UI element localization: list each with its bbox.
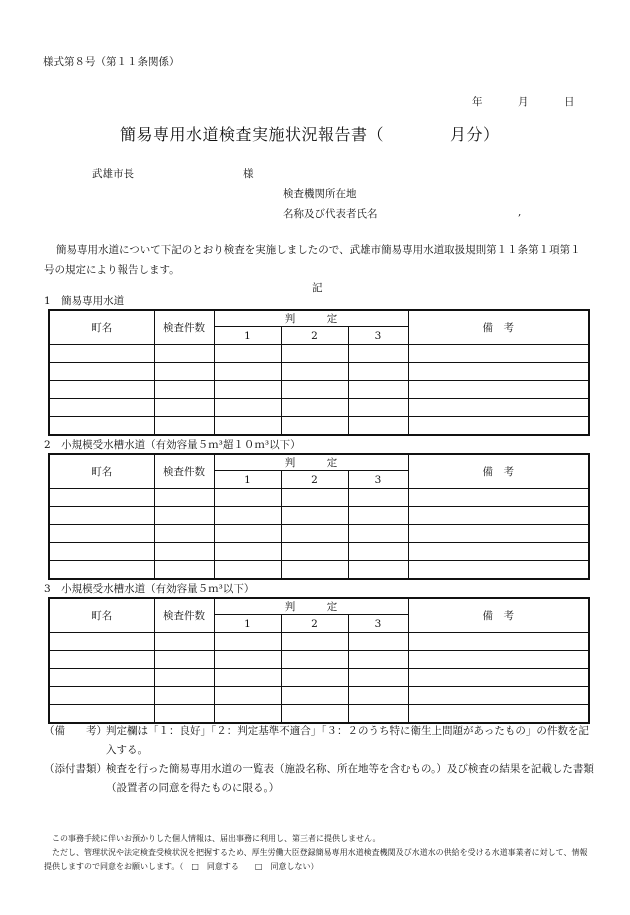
table-row [49, 489, 589, 507]
table-cell[interactable] [214, 669, 281, 687]
note-key: （備 考） [44, 725, 107, 737]
table-cell[interactable] [348, 561, 408, 580]
header-town: 町名 [49, 310, 154, 345]
header-judgment-2: 2 [281, 327, 348, 345]
table-cell[interactable] [214, 543, 281, 561]
table-cell[interactable] [281, 651, 348, 669]
table-cell[interactable] [348, 633, 408, 651]
table-cell[interactable] [154, 417, 214, 436]
table-cell[interactable] [348, 489, 408, 507]
header-judgment-2: 2 [281, 471, 348, 489]
header-judgment-2: 2 [281, 615, 348, 633]
table-row [49, 543, 589, 561]
table-cell[interactable] [281, 417, 348, 436]
header-judgment: 判 定 [214, 310, 408, 327]
table-cell[interactable] [348, 525, 408, 543]
table-cell[interactable] [49, 507, 154, 525]
table-cell[interactable] [49, 345, 154, 363]
table-cell[interactable] [348, 507, 408, 525]
table-cell[interactable] [408, 633, 589, 651]
name-comma: , [518, 206, 522, 218]
date-month-label: 月 [518, 96, 529, 108]
table-cell[interactable] [214, 525, 281, 543]
header-judgment: 判 定 [214, 598, 408, 615]
table-cell[interactable] [408, 489, 589, 507]
table-cell[interactable] [408, 381, 589, 399]
table-cell[interactable] [154, 687, 214, 705]
table-cell[interactable] [214, 381, 281, 399]
table-cell[interactable] [408, 651, 589, 669]
table-cell[interactable] [214, 507, 281, 525]
table-row [49, 417, 589, 436]
table-cell[interactable] [49, 633, 154, 651]
date-fields [472, 94, 582, 109]
table-cell[interactable] [154, 669, 214, 687]
table-cell[interactable] [348, 669, 408, 687]
table-cell[interactable] [214, 561, 281, 580]
table-cell[interactable] [348, 417, 408, 436]
header-remarks: 備 考 [408, 598, 589, 633]
table-row [49, 687, 589, 705]
table-cell[interactable] [214, 633, 281, 651]
agency-name-label: 名称及び代表者氏名 [283, 208, 378, 220]
table-cell[interactable] [281, 381, 348, 399]
table-cell[interactable] [348, 399, 408, 417]
table-cell[interactable] [281, 525, 348, 543]
table-cell[interactable] [214, 363, 281, 381]
table-cell[interactable] [348, 363, 408, 381]
table-cell[interactable] [154, 561, 214, 580]
table-cell[interactable] [281, 399, 348, 417]
table-row [49, 669, 589, 687]
table-row [49, 381, 589, 399]
table-cell[interactable] [154, 489, 214, 507]
table-cell[interactable] [348, 381, 408, 399]
table-cell[interactable] [348, 651, 408, 669]
table-cell[interactable] [281, 507, 348, 525]
header-judgment-1: 1 [214, 471, 281, 489]
header-count: 検査件数 [154, 310, 214, 345]
header-judgment-1: 1 [214, 327, 281, 345]
header-remarks: 備 考 [408, 454, 589, 489]
header-judgment-1: 1 [214, 615, 281, 633]
privacy-line-2: ただし、管理状況や法定検査受検状況を把握するため、厚生労働大臣登録簡易専用水道検査機関及び水道水の供給を受ける水道事業者に対して、情報提供しますので同意をお願いします。（ □ 同意する □ 同意しない） [44, 848, 588, 871]
table-cell[interactable] [49, 669, 154, 687]
table-cell[interactable] [408, 687, 589, 705]
table-cell[interactable] [214, 399, 281, 417]
honorific: 様 [243, 168, 254, 180]
table-cell[interactable] [281, 363, 348, 381]
inspection-agency-address-label: 検査機関所在地 [283, 188, 357, 200]
table-cell[interactable] [154, 399, 214, 417]
header-judgment: 判 定 [214, 454, 408, 471]
table-cell[interactable] [348, 705, 408, 724]
section-1-table [48, 309, 590, 436]
table-row [49, 633, 589, 651]
table-cell[interactable] [49, 489, 154, 507]
addressee: 武雄市長 [92, 168, 134, 180]
table-cell[interactable] [408, 561, 589, 580]
header-remarks: 備 考 [408, 310, 589, 345]
table-cell[interactable] [49, 651, 154, 669]
table-row [49, 561, 589, 580]
table-row [49, 345, 589, 363]
table-cell[interactable] [49, 705, 154, 724]
table-cell[interactable] [281, 489, 348, 507]
table-cell[interactable] [408, 399, 589, 417]
note-key: （添付書類） [44, 763, 107, 775]
table-row [49, 705, 589, 724]
table-cell[interactable] [154, 507, 214, 525]
table-cell[interactable] [408, 417, 589, 436]
header-town: 町名 [49, 598, 154, 633]
table-cell[interactable] [154, 705, 214, 724]
table-cell[interactable] [408, 507, 589, 525]
table-cell[interactable] [214, 687, 281, 705]
table-cell[interactable] [49, 399, 154, 417]
document-title: 簡易専用水道検査実施状況報告書（ 月分） [120, 125, 500, 144]
intro-paragraph: 簡易専用水道について下記のとおり検査を実施しましたので、武雄市簡易専用水道取扱規則第１１条第１項第１号の規定により報告します。 [44, 244, 581, 276]
form-number: 様式第８号（第１１条関係） [43, 56, 180, 68]
table-cell[interactable] [154, 363, 214, 381]
note-body: 検査を行った簡易専用水道の一覧表（施設名称、所在地等を含むもの。）及び検査の結果を記載した書類（設置者の同意を得たものに限る。） [106, 763, 594, 794]
table-cell[interactable] [281, 561, 348, 580]
ki-label: 記 [312, 282, 323, 294]
table-cell[interactable] [281, 345, 348, 363]
table-cell[interactable] [49, 687, 154, 705]
privacy-line-1: この事務手続に伴いお預かりした個人情報は、届出事務に利用し、第三者に提供しません。 [52, 834, 381, 843]
header-judgment-3: 3 [348, 327, 408, 345]
table-cell[interactable] [49, 381, 154, 399]
table-cell[interactable] [154, 543, 214, 561]
table-cell[interactable] [49, 363, 154, 381]
table-cell[interactable] [214, 489, 281, 507]
table-cell[interactable] [214, 417, 281, 436]
date-day-label: 日 [564, 96, 575, 108]
table-cell[interactable] [49, 543, 154, 561]
table-cell[interactable] [408, 669, 589, 687]
section-2-title: 2 小規模受水槽水道（有効容量５ｍ³超１０ｍ³以下） [44, 439, 301, 451]
table-cell[interactable] [408, 363, 589, 381]
table-cell[interactable] [348, 543, 408, 561]
table-cell[interactable] [49, 525, 154, 543]
table-cell[interactable] [408, 345, 589, 363]
table-cell[interactable] [408, 525, 589, 543]
table-cell[interactable] [154, 633, 214, 651]
header-count: 検査件数 [154, 454, 214, 489]
table-cell[interactable] [214, 345, 281, 363]
table-cell[interactable] [49, 417, 154, 436]
table-cell[interactable] [214, 705, 281, 724]
header-town: 町名 [49, 454, 154, 489]
table-row [49, 525, 589, 543]
table-row [49, 507, 589, 525]
table-cell[interactable] [154, 651, 214, 669]
table-cell[interactable] [281, 687, 348, 705]
table-cell[interactable] [49, 561, 154, 580]
section-2-table [48, 453, 590, 580]
table-cell[interactable] [281, 543, 348, 561]
note-body: 判定欄は「１：良好」「２：判定基準不適合」「３：２のうち特に衛生上問題があったもの」の件数を記入する。 [106, 725, 589, 756]
table-cell[interactable] [348, 687, 408, 705]
table-cell[interactable] [281, 669, 348, 687]
header-judgment-3: 3 [348, 471, 408, 489]
table-row [49, 399, 589, 417]
table-cell[interactable] [154, 345, 214, 363]
section-3-title: 3 小規模受水槽水道（有効容量５ｍ³以下） [44, 583, 255, 595]
table-cell[interactable] [154, 381, 214, 399]
table-row [49, 363, 589, 381]
table-cell[interactable] [154, 525, 214, 543]
date-year-label: 年 [472, 96, 483, 108]
section-1-title: 1 簡易専用水道 [44, 295, 125, 307]
header-count: 検査件数 [154, 598, 214, 633]
header-judgment-3: 3 [348, 615, 408, 633]
privacy-notice [44, 832, 589, 874]
table-cell[interactable] [408, 543, 589, 561]
note-attachments [44, 760, 594, 798]
table-cell[interactable] [281, 633, 348, 651]
table-cell[interactable] [348, 345, 408, 363]
note-remarks [44, 722, 594, 760]
table-cell[interactable] [214, 651, 281, 669]
table-row [49, 651, 589, 669]
section-3-table [48, 597, 590, 724]
notes-block [44, 722, 594, 798]
table-cell[interactable] [408, 705, 589, 724]
table-cell[interactable] [281, 705, 348, 724]
